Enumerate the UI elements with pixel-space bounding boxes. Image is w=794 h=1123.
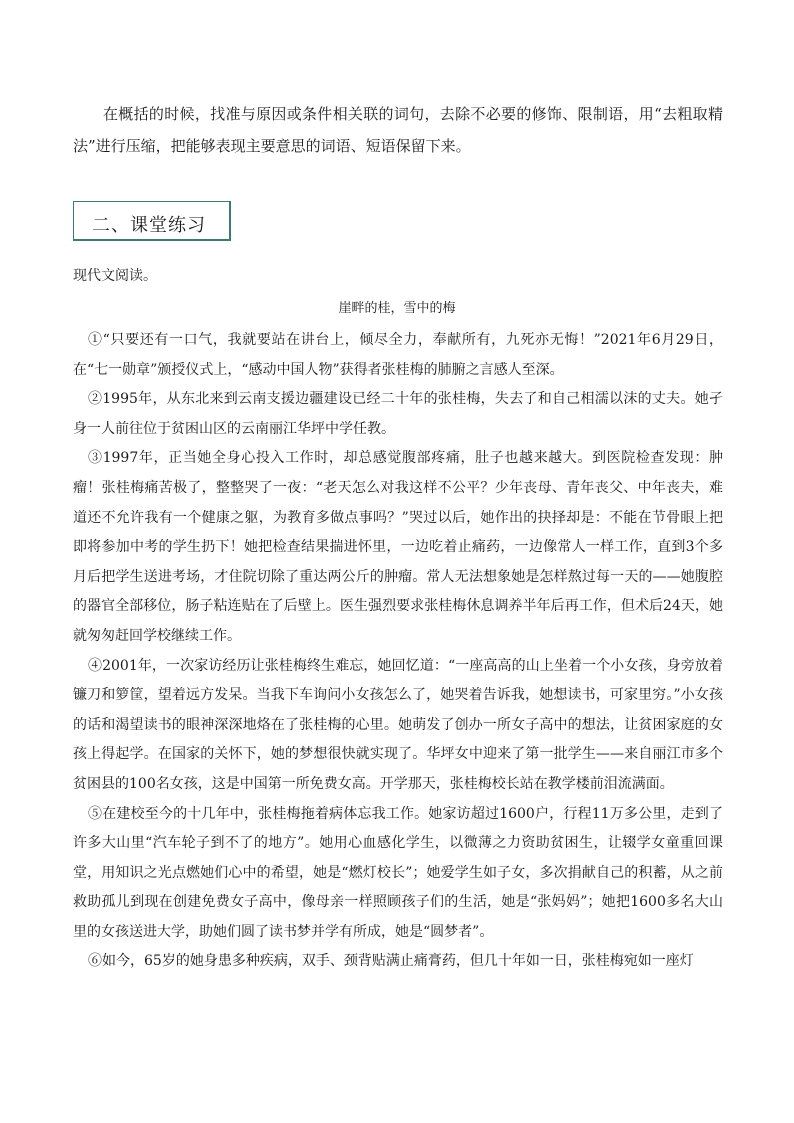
section-heading: 二、课堂练习: [92, 215, 206, 236]
article-body: [73, 326, 723, 977]
article-paragraph-5: ⑤在建校至今的十几年中，张桂梅拖着病体忘我工作。她家访超过1600户，行程11万多公里，走到了许多大山里“汽车轮子到不了的地方”。她用心血感化学生，以微薄之力资助贫困生，让辍学女童重回课堂，用知识之光点燃她们心中的希望，她是“燃灯校长”；她爱学生如子女，多次捐献自己的积蓄，从之前救助孤儿到现在创建免费女子高中，像母亲一样照顾孩子们的生活，她是“张妈妈”；她把1600多名大山里的女孩送进大学，助她们圆了读书梦并学有所成，她是“圆梦者”。: [73, 805, 723, 940]
article-paragraph-3: ③1997年，正当她全身心投入工作时，却总感觉腹部疼痛，肚子也越来越大。到医院检查发现：肿瘤！张桂梅痛苦极了，整整哭了一夜：“老天怎么对我这样不公平？少年丧母、青年丧父、中年丧夫，难道还不允许我有一个健康之躯，为教育多做点事吗？”哭过以后，她作出的抉择却是：不能在节骨眼上把即将参加中考的学生扔下！她把检查结果揣进怀里，一边吃着止痛药，一边像常人一样工作，直到3个多月后把学生送进考场，才住院切除了重达两公斤的肿瘤。常人无法想象她是怎样熬过每一天的——她腹腔的器官全部移位，肠子粘连贴在了后壁上。医生强烈要求张桂梅休息调养半年后再工作，但术后24天，她就匆匆赶回学校继续工作。: [73, 450, 723, 644]
article-paragraph-1: ①“只要还有一口气，我就要站在讲台上，倾尽全力，奉献所有，九死亦无悔！”2021年6月29日，在“七一勋章”颁授仪式上，“感动中国人物”获得者张桂梅的肺腑之言感人至深。: [73, 332, 723, 378]
article-paragraph-6: ⑥如今，65岁的她身患多种疾病，双手、颈背贴满止痛膏药，但几十年如一日，张桂梅宛如一座灯: [88, 953, 694, 970]
article-title: 崖畔的桂，雪中的梅: [338, 301, 456, 316]
intro-paragraph: 在概括的时候，找准与原因或条件相关联的词句，去除不必要的修饰、限制语，用“去粗取精法”进行压缩，把能够表现主要意思的词语、短语保留下来。: [73, 105, 723, 155]
section-heading-box: [73, 201, 231, 241]
exercise-label: 现代文阅读。: [73, 268, 157, 284]
article-paragraph-4: ④2001年，一次家访经历让张桂梅终生难忘，她回忆道：“一座高高的山上坐着一个小女孩，身旁放着镰刀和箩筐，望着远方发呆。当我下车询问小女孩怎么了，她哭着告诉我，她想读书，可家里穷。”小女孩的话和渴望读书的眼神深深地烙在了张桂梅的心里。她萌发了创办一所女子高中的想法，让贫困家庭的女孩上得起学。在国家的关怀下，她的梦想很快就实现了。华坪女中迎来了第一批学生——来自丽江市多个贫困县的100名女孩，这是中国第一所免费女高。开学那天，张桂梅校长站在教学楼前泪流满面。: [73, 657, 723, 792]
article-paragraph-2: ②1995年，从东北来到云南支援边疆建设已经二十年的张桂梅，失去了和自己相濡以沫的丈夫。她孑身一人前往位于贫困山区的云南丽江华坪中学任教。: [73, 391, 723, 437]
